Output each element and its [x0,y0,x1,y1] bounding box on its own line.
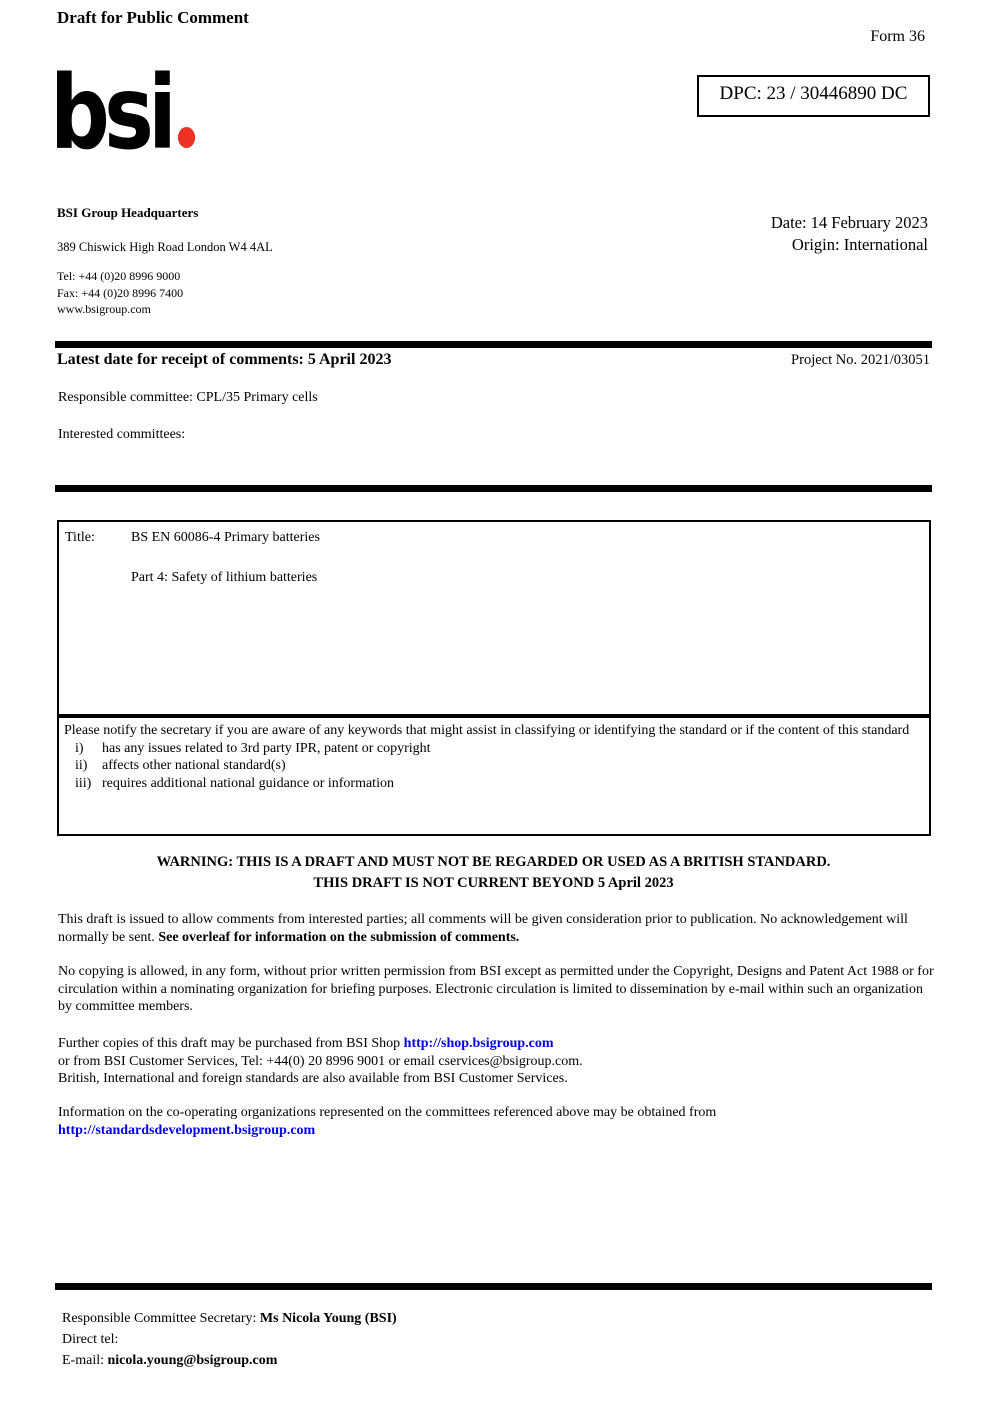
keywords-intro: Please notify the secretary if you are aware of any keywords that might assist in classifying or identifying the standard or if the content of this standard [64,723,910,738]
keywords-item-1 [64,740,923,758]
hq-website: www.bsigroup.com [57,302,151,316]
form-number: Form 36 [870,28,925,45]
latest-date-for-comments: Latest date for receipt of comments: 5 April 2023 [57,351,392,368]
paragraph-copying-notice: No copying is allowed, in any form, without prior written permission from BSI except as permitted under the Copyright, Designs and Patent Act 1988 or for circulation within a nominating organization for briefing purposes. Electronic circulation is limited to dissemination by e-mail within such an organization by committee members. [58,964,934,1015]
document-date: Date: 14 February 2023 [770,213,928,232]
keywords-notice-box [57,716,931,836]
bsi-logo-red-dot-icon [178,127,195,148]
divider-bar-top [55,341,932,348]
document-origin: Origin: International [791,235,928,254]
purchase-line-1-text: Further copies of this draft may be purchased from BSI Shop [58,1036,404,1051]
keywords-item-1-text: has any issues related to 3rd party IPR, patent or copyright [102,740,431,756]
date-origin-block [771,212,928,256]
paragraph-comments-notice [58,911,934,946]
keywords-item-1-numeral: i) [75,740,84,756]
cooperating-orgs-text: Information on the co-operating organizations represented on the committees referenced above may be obtained from [58,1105,717,1120]
interested-committees: Interested committees: [58,427,186,442]
purchase-line-2: or from BSI Customer Services, Tel: +44(0) 20 8996 9001 or email cservices@bsigroup.com. [58,1053,583,1069]
paragraph-purchase-info [58,1035,934,1088]
paragraph-comments-notice-text: This draft is issued to allow comments from interested parties; all comments will be given consideration prior to publication. No acknowledgement will normally be sent. [58,912,908,945]
keywords-item-3-numeral: iii) [75,775,92,791]
bsi-logo-text: bsi [50,54,172,173]
see-overleaf-note: See overleaf for information on the submission of comments. [158,929,520,945]
standard-subtitle: Part 4: Safety of lithium batteries [131,570,318,585]
email-label: E-mail: [62,1353,108,1368]
keywords-item-2-text: affects other national standard(s) [102,758,286,773]
hq-telephone: Tel: +44 (0)20 8996 9000 [57,269,181,283]
secretary-footer [62,1308,397,1371]
hq-address: 389 Chiswick High Road London W4 4AL [57,240,273,254]
dpc-number-box [697,75,930,117]
draft-warning [57,852,930,894]
title-label: Title: [65,530,95,545]
responsible-committee: Responsible committee: CPL/35 Primary cells [58,390,318,405]
standards-development-link[interactable]: http://standardsdevelopment.bsigroup.com [58,1122,316,1138]
draft-warning-line-2: THIS DRAFT IS NOT CURRENT BEYOND 5 April 2023 [313,875,674,891]
paragraph-cooperating-orgs [58,1104,934,1139]
hq-title: BSI Group Headquarters [57,205,199,220]
purchase-line-1 [58,1035,934,1053]
direct-tel-line: Direct tel: [62,1332,119,1347]
draft-warning-line-1: WARNING: THIS IS A DRAFT AND MUST NOT BE REGARDED OR USED AS A BRITISH STANDARD. [156,854,831,870]
hq-fax: Fax: +44 (0)20 8996 7400 [57,285,184,300]
dpc-number: DPC: 23 / 30446890 DC [719,83,908,104]
project-number: Project No. 2021/03051 [791,352,930,368]
hq-contact-block [57,268,273,318]
bsi-logo [50,54,195,173]
bsi-shop-link[interactable]: http://shop.bsigroup.com [403,1036,554,1051]
divider-bar-bottom [55,1283,932,1290]
comments-deadline-row [57,351,930,369]
title-content [131,530,320,706]
standard-title: BS EN 60086-4 Primary batteries [131,530,320,545]
divider-bar-middle [55,485,932,492]
keywords-item-3 [64,775,923,793]
secretary-label: Responsible Committee Secretary: [62,1311,260,1326]
page-title: Draft for Public Comment [57,8,249,27]
secretary-line [62,1308,397,1329]
secretary-email: nicola.young@bsigroup.com [107,1353,278,1368]
headquarters-block [57,205,273,318]
title-box [57,520,931,716]
keywords-item-3-text: requires additional national guidance or information [102,775,394,791]
keywords-item-2 [64,757,923,775]
secretary-name: Ms Nicola Young (BSI) [259,1311,397,1326]
purchase-line-3: British, International and foreign standards are also available from BSI Customer Services. [58,1071,568,1087]
keywords-item-2-numeral: ii) [75,758,88,773]
email-line [62,1350,397,1371]
